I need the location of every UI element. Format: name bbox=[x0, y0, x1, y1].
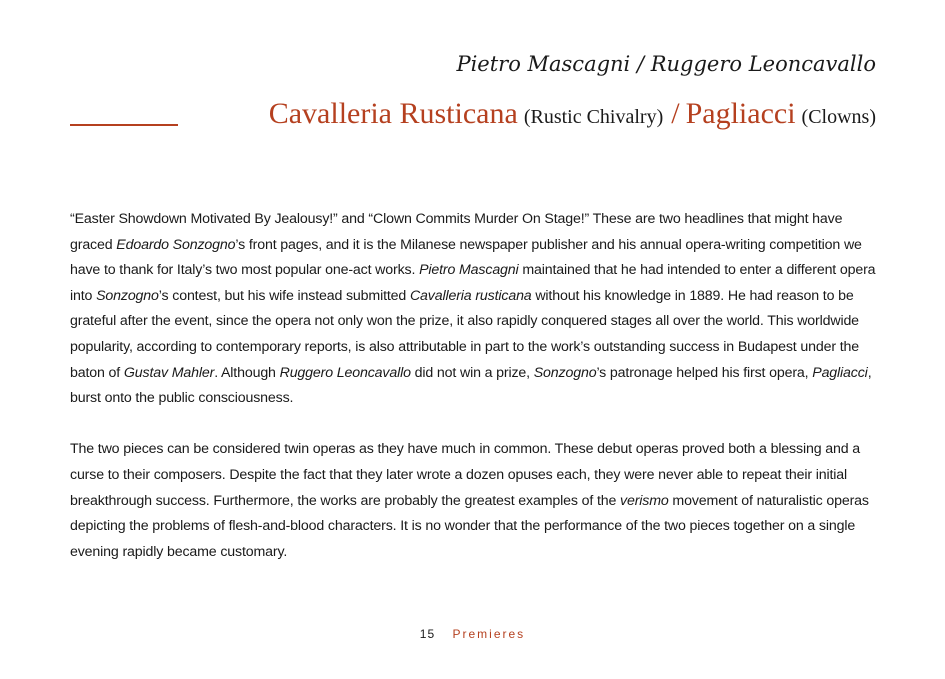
text-run: ’s contest, but his wife instead submitted bbox=[158, 287, 410, 304]
italic-run: Cavalleria rusticana bbox=[409, 287, 532, 304]
text-run: maintained that he had intended to enter a different opera into bbox=[70, 262, 876, 304]
text-run: , burst onto the public consciousness. bbox=[70, 364, 872, 407]
italic-run: Sonzogno bbox=[533, 364, 597, 381]
italic-run: Pietro Mascagni bbox=[419, 262, 519, 279]
paragraph-1 bbox=[70, 207, 878, 412]
opera1-title: Cavalleria Rusticana bbox=[268, 97, 518, 130]
italic-run: verismo bbox=[620, 492, 669, 509]
italic-run: Ruggero Leoncavallo bbox=[279, 364, 411, 381]
text-run: ’s front pages, and it is the Milanese newspaper publisher and his annual opera-writing competition we have to thank for Italy’s two most popular one-act works. bbox=[70, 236, 862, 279]
title-row bbox=[70, 97, 876, 137]
text-run: ’s patronage helped his first opera, bbox=[596, 364, 813, 381]
section-name: Premieres bbox=[452, 627, 526, 641]
page-footer bbox=[0, 627, 945, 641]
title-separator: / bbox=[671, 97, 680, 130]
italic-run: Sonzogno bbox=[96, 287, 159, 304]
opera2-title: Pagliacci bbox=[685, 97, 796, 130]
opera1-translation: (Rustic Chivalry) bbox=[523, 106, 664, 128]
italic-run: Gustav Mahler bbox=[123, 364, 215, 381]
opera2-translation: (Clowns) bbox=[801, 106, 876, 128]
italic-run: Pagliacci bbox=[812, 364, 868, 381]
page-number: 15 bbox=[419, 627, 436, 641]
text-run: . Although bbox=[214, 364, 280, 381]
composers-heading: Pietro Mascagni / Ruggero Leoncavallo bbox=[456, 52, 876, 76]
italic-run: Edoardo Sonzogno bbox=[116, 236, 236, 253]
text-run: did not win a prize, bbox=[410, 364, 534, 381]
text-run: “Easter Showdown Motivated By Jealousy!” and “Clown Commits Murder On Stage!” These are two headlines that might have graced bbox=[70, 211, 843, 253]
paragraph-2 bbox=[70, 437, 878, 565]
text-run: without his knowledge in 1889. He had reason to be grateful after the event, since the opera not only won the prize, it also rapidly conquered stages all over the world. This worldwide popularity, according to contemporary reports, is also attributable in part to the work’s outstanding success in Budapest under the baton of bbox=[70, 287, 859, 381]
text-run: movement of naturalistic operas depicting the problems of flesh-and-blood characters. It is no wonder that the performance of the two pieces together on a single evening rapidly became customary. bbox=[70, 492, 869, 560]
body-text bbox=[70, 207, 878, 591]
text-run: The two pieces can be considered twin operas as they have much in common. These debut operas proved both a blessing and a curse to their composers. Despite the fact that they later wrote a dozen opuses each, they were never able to repeat their initial breakthrough success. Furthermore, the works are probably the greatest examples of the bbox=[70, 441, 860, 509]
